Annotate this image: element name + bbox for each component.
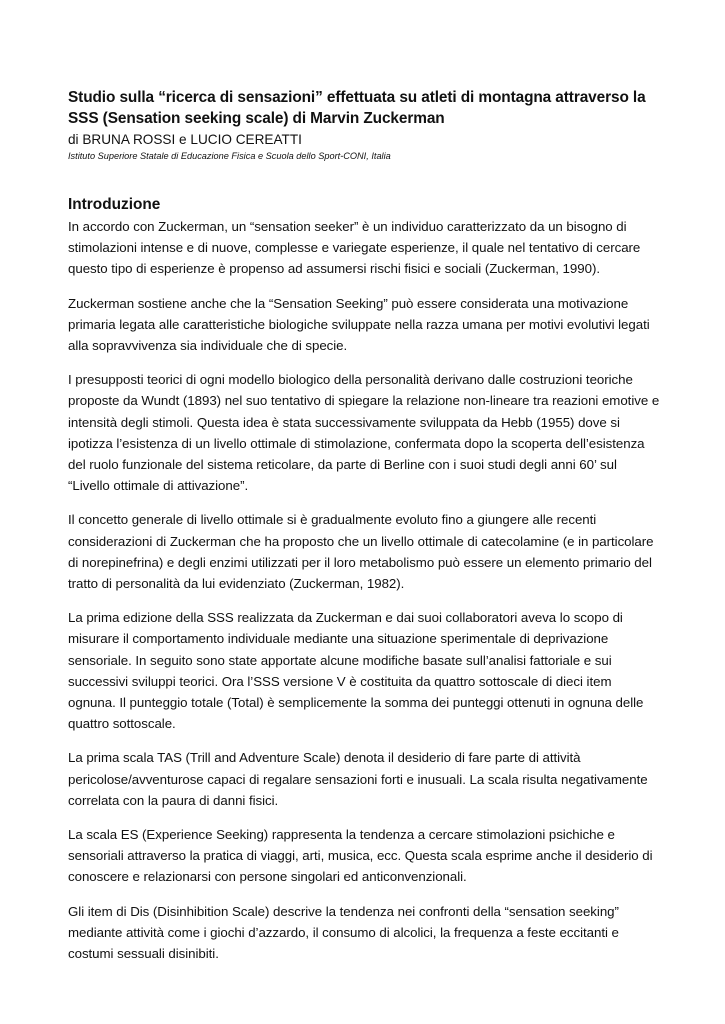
document-title: Studio sulla “ricerca di sensazioni” effettuata su atleti di montagna attraverso la SSS (Sensation seeking scale) di Marvin Zuckerman [68,89,646,127]
paragraph: I presupposti teorici di ogni modello biologico della personalità derivano dalle costruzioni teoriche proposte da Wundt (1893) nel suo tentativo di spiegare la relazione non-lineare tra reazioni emotive e intensità degli stimoli. Questa idea è stata successivamente sviluppata da Hebb (1955) dove si ipotizza l’esistenza di un livello ottimale di stimolazione, confermata dopo la scoperta dell’esistenza del ruolo funzionale del sistema reticolare, da parte di Berline con i suoi studi degli anni 60’ sul “Livello ottimale di attivazione”. [68,372,660,494]
affiliation-line: Istituto Superiore Statale di Educazione Fisica e Scuola dello Sport-CONI, Italia [68,151,391,161]
paragraph: In accordo con Zuckerman, un “sensation seeker” è un individuo caratterizzato da un bisogno di stimolazioni intense e di nuove, complesse e variegate esperienze, il quale nel tentativo di cercare questo tipo di esperienze è propenso ad assumersi rischi fisici e sociali (Zuckerman, 1990). [68,219,641,277]
paragraph: Gli item di Dis (Disinhibition Scale) descrive la tendenza nei confronti della “sensation seeking” mediante attività come i giochi d’azzardo, il consumo di alcolici, la frequenza a feste eccitanti e costumi sessuali disinibiti. [68,903,619,962]
paragraph: Zuckerman sostiene anche che la “Sensation Seeking” può essere considerata una motivazione primaria legata alle caratteristiche biologiche sviluppate nella razza umana per motivi evolutivi legati alla sopravvivenza sia individuale che di specie. [68,295,650,354]
paragraph: Il concetto generale di livello ottimale si è gradualmente evoluto fino a giungere alle recenti considerazioni di Zuckerman che ha proposto che un livello ottimale di catecolamine (e in particolare di norepinefrina) e degli enzimi utilizzati per il loro metabolismo può essere un elemento primario del tratto di personalità da lui evidenziato (Zuckerman, 1982). [68,512,654,592]
document-body [68,87,660,977]
section-heading-introduzione: Introduzione [68,196,161,213]
paragraph: La prima edizione della SSS realizzata da Zuckerman e dai suoi collaboratori aveva lo scopo di misurare il comportamento individuale mediante una situazione sperimentale di deprivazione sensoriale. In seguito sono state apportate alcune modifiche basate sull’analisi fattoriale e sui successivi sviluppi teorici. Ora l’SSS versione V è costituita da quattro sottoscale di dieci item ognuna. Il punteggio totale (Total) è semplicemente la somma dei punteggi ottenuti in ognuna delle quattro sottoscale. [68,610,644,732]
paragraph: La prima scala TAS (Trill and Adventure Scale) denota il desiderio di fare parte di attività pericolose/avventurose capaci di regalare sensazioni forti e inusuali. La scala risulta negativamente correlata con la paura di danni fisici. [68,750,648,808]
paragraph: La scala ES (Experience Seeking) rappresenta la tendenza a cercare stimolazioni psichiche e sensoriali attraverso la pratica di viaggi, arti, musica, ecc. Questa scala esprime anche il desiderio di conoscere e relazionarsi con persone singolari ed anticonvenzionali. [68,827,653,885]
authors-line: di BRUNA ROSSI e LUCIO CEREATTI [68,132,302,147]
